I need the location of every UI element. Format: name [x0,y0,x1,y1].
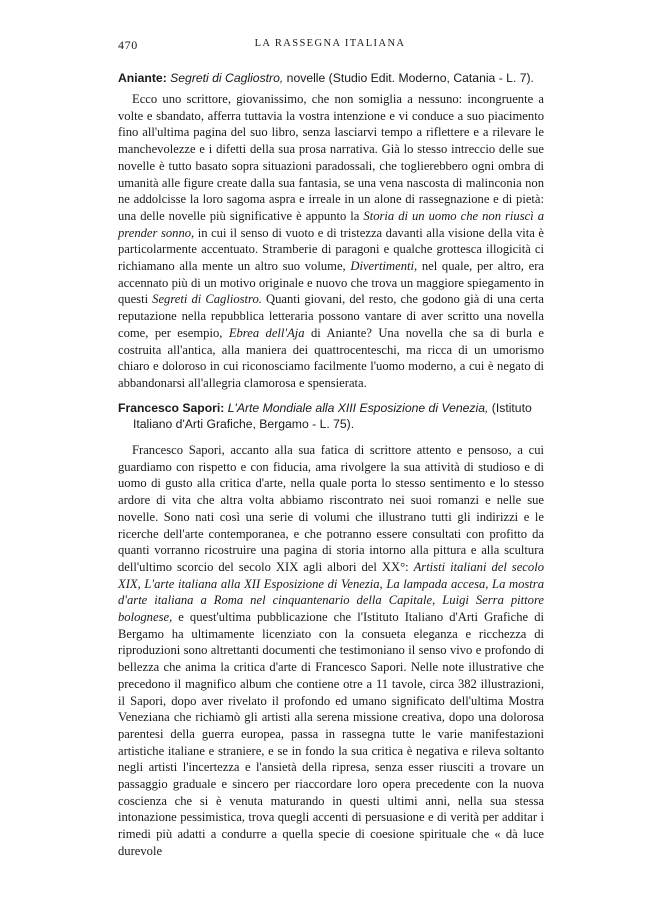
body-italic-title: Artisti italiani del secolo XIX, L'arte italiana alla XII Esposizione di Venezia, La lampada accesa, La mostra d'arte italiana a Roma nel cinquantenario della Capitale, Luigi Serra pittore bolognese, [118,559,544,625]
body-text-segment: Quanti giovani, del resto, che godono già di una certa reputazione nella repubblica letteraria possono vantare di aver scritto una novella come, per esempio, [118,292,544,340]
body-text-segment: in cui il senso di vuoto e di tristezza davanti alla visione della vita è particolarmente accentuato. Stramberie di paragoni e qualche grottesca illogicità ci richiamano alla mente un altro suo volume, [118,225,544,274]
review-citation [118,400,544,432]
review-body [118,91,544,392]
body-italic-title: Segreti di Cagliostro. [152,292,262,307]
review-publication: novelle (Studio Edit. Moderno, Catania - L. 7). [283,71,534,85]
body-text-segment: di Aniante? Una novella che sa di burla e costruita all'antica, alla maniera dei quattrocenteschi, ma ricca di un umorismo chiaro e doloroso in cui riconosciamo facilmente l'uomo moderno, a cui è negato di abbandonarsi all'allegria clamorosa e spensierata. [118,325,544,390]
review-citation [118,70,544,86]
running-head [118,38,542,54]
review-book-title: L'Arte Mondiale alla XIII Esposizione di Venezia, [227,401,489,415]
review-publication: (Istituto Italiano d'Arti Grafiche, Bergamo - L. 75). [133,401,532,431]
review-sapori [118,400,544,860]
body-italic-title: Storia di un uomo che non riuscì a prender sonno, [118,208,544,240]
review-author: Francesco Sapori: [118,401,225,415]
body-italic-title: Divertimenti, [350,259,418,274]
review-author: Aniante: [118,71,167,85]
review-aniante [118,70,544,392]
page-number: 470 [118,38,138,52]
body-text-segment: Ecco uno scrittore, giovanissimo, che non somiglia a nessuno: incongruente a volte e sbandato, afferra tuttavia la vostra intenzione e vi conduce a suo piacimento fino all'ultima pagina del suo libro, senza lasciarvi tempo a riflettere e a rilevare le manchevolezze e i difetti della sua prosa narrativa. Già lo stesso intreccio delle sue novelle è tutto basato sopra situazioni paradossali, che toglierebbero ogni ombra di umanità alle figure create dalla sua fantasia, se una vena nascosta di malinconia non ne addolcisse la loro sagoma aspra e irreale in un alone di rassegnazione e di pietà: una delle novelle più significative è appunto la [118,92,544,223]
body-text-segment: nel quale, per altro, era accennato più di un motivo originale e nuovo che trova un maggiore spiegamento in questi [118,259,544,307]
journal-title: LA RASSEGNA ITALIANA [254,38,406,49]
body-text-segment: e quest'ultima pubblicazione che l'Istituto Italiano d'Arti Grafiche di Bergamo ha ultimamente licenziato con la consueta eleganza e ricchezza di riproduzioni sono altrettanti documenti che testimoniano il senso vivo e profondo di bellezza che anima la critica d'arte di Francesco Sapori. Nelle note illustrative che precedono il magnifico album che contiene otre a 11 tavole, circa 382 illustrazioni, il Sapori, dopo aver rivelato il profondo ed umano significato dell'ultima Mostra Veneziana che richiamò gli artisti alla serena missione creativa, dopo una dolorosa parentesi della guerra europea, passa in rassegna tutte le varie manifestazioni artistiche italiane e straniere, e se in fondo la sua critica è negativa e rileva soltanto negli artisti l'incertezza e l'ansietà della ripresa, senza esser riusciti a trovare un passaggio graduale e sincero per riaccordare loro opera precedente con la nuova coscienza che si è venuta maturando in questi ultimi anni, nella sua stessa intonazione pessimistica, trova quegli accenti di persuasione e di verità per additar i rimedi più adatti a condurre a quella specie di coesione spirituale che « dà luce durevole [118,610,544,858]
review-book-title: Segreti di Cagliostro, [170,71,284,85]
review-body [118,442,544,860]
body-text-segment: Francesco Sapori, accanto alla sua fatica di scrittore attento e pensoso, a cui guardiamo con rispetto e con fiducia, ama rivolgere la sua attività di studioso e di uomo di gusto alla critica d'arte, nella quale porta lo stesso sentimento e lo stesso ardore di vita che altra volta abbiamo riscontrato nei suoi romanzi e nelle sue novelle. Sono nati così una serie di volumi che illustrano tutti gli indirizzi e le ricerche dell'arte contemporanea, e che potranno essere consultati con profitto da quanti vorranno ricostruire una pagina di storia intorno alla pittura e alla scultura dell'ultimo scorcio del secolo XIX agli albori del XX°: [118,443,544,574]
body-italic-title: Ebrea dell'Aja [228,325,305,340]
